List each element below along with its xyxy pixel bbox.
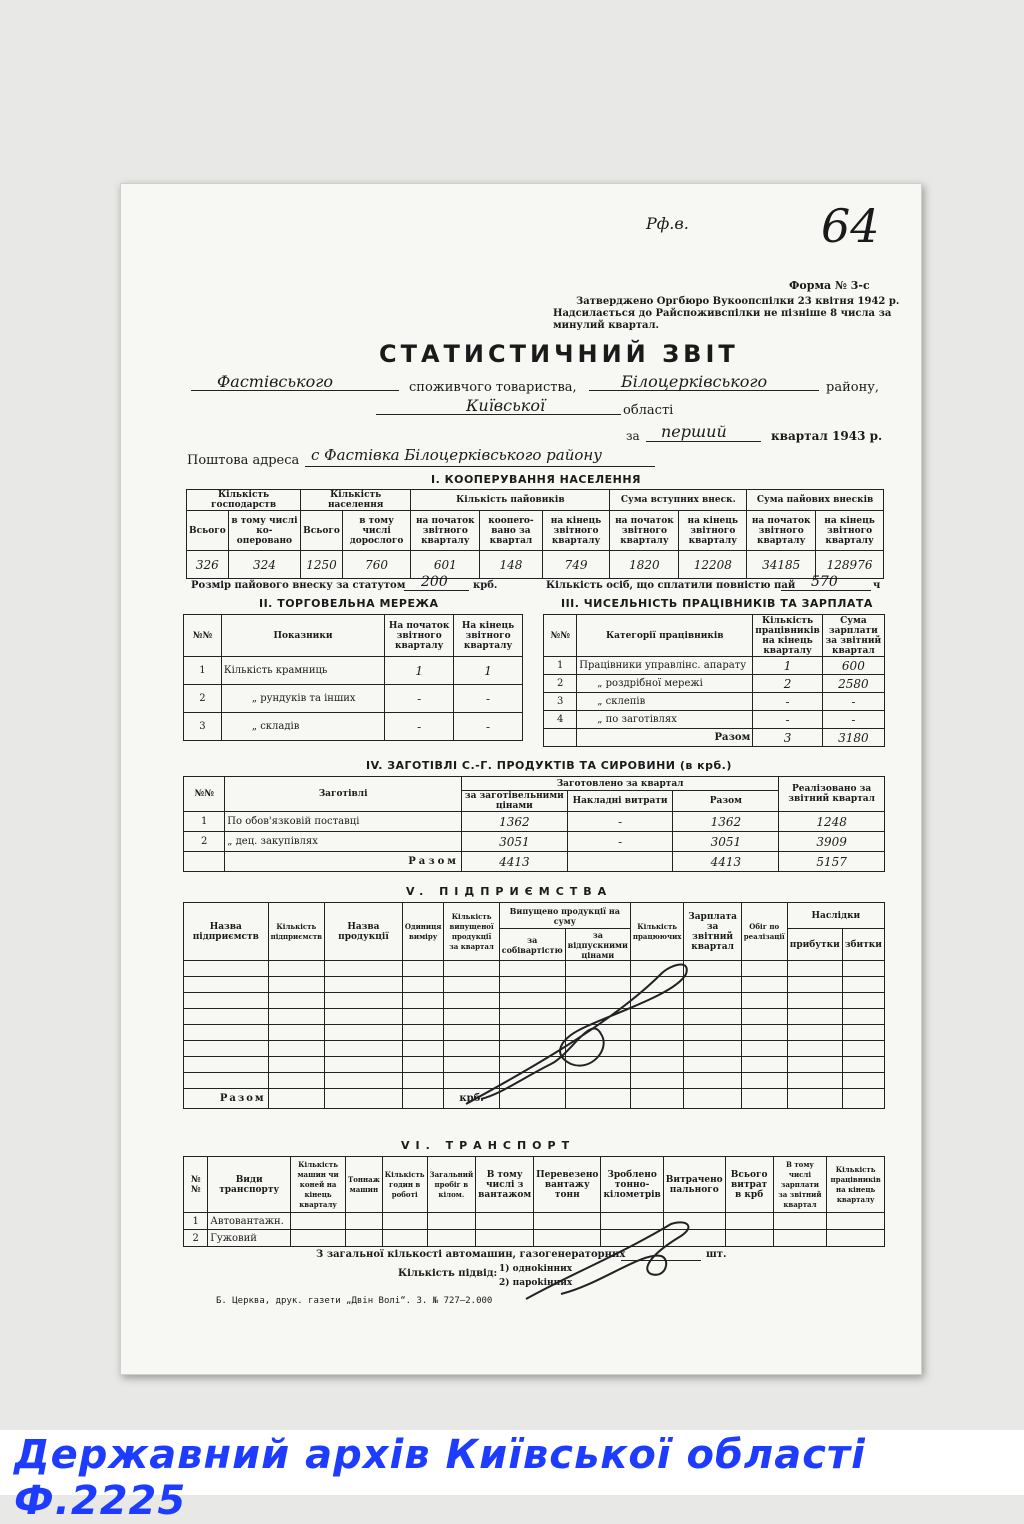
table-cell: 2 bbox=[544, 675, 577, 693]
col-header: на кінець звітного кварталу bbox=[679, 511, 747, 551]
document-sheet bbox=[120, 183, 922, 1375]
section-3-title: ІІІ. ЧИСЕЛЬНІСТЬ ПРАЦІВНИКІВ ТА ЗАРПЛАТА bbox=[561, 597, 873, 610]
table-cell: 760 bbox=[342, 551, 410, 579]
col-header: коопero-вано за квартал bbox=[480, 511, 542, 551]
address-label: Поштова адреса bbox=[187, 453, 300, 468]
approval-note: Затверджено Оргбюро Вукоопспілки 23 квітня 1942 р. bbox=[576, 296, 900, 307]
col-header: Види транспорту bbox=[208, 1157, 291, 1213]
col-header: Кількість підприємств bbox=[268, 903, 324, 961]
group-entry-fees: Сума вступних внеск. bbox=[610, 490, 747, 511]
col-header: На кінець звітного кварталу bbox=[454, 615, 523, 657]
table-cell: 1 bbox=[184, 657, 222, 685]
table-cell: 1820 bbox=[610, 551, 679, 579]
table-cell: - bbox=[567, 812, 673, 832]
society-label: споживчого товариства, bbox=[409, 380, 577, 395]
col-header: Кількість випущеної продукції за квартал bbox=[444, 903, 499, 961]
table-cell: 1 bbox=[753, 657, 822, 675]
col-header: на початок звітного кварталу bbox=[747, 511, 816, 551]
table-cell: „ складів bbox=[221, 713, 384, 741]
group-population: Кількість населення bbox=[301, 490, 411, 511]
table-cell: 3 bbox=[184, 713, 222, 741]
table-cell: Разом bbox=[577, 729, 753, 747]
col-header: прибутки bbox=[787, 929, 842, 961]
section-1-title: І. КООПЕРУВАННЯ НАСЕЛЕННЯ bbox=[431, 473, 642, 486]
col-header: Показники bbox=[221, 615, 384, 657]
table-cell: 3 bbox=[753, 729, 822, 747]
procurement-table bbox=[183, 776, 885, 872]
quarter-prefix: за bbox=[626, 429, 640, 443]
col-header: Назва продукції bbox=[325, 903, 403, 961]
table-cell: 3 bbox=[544, 693, 577, 711]
table-cell: 1248 bbox=[779, 812, 885, 832]
col-header: Кількість годин в роботі bbox=[382, 1157, 427, 1213]
table-cell: - bbox=[385, 685, 454, 713]
cross-out-signature bbox=[461, 954, 721, 1114]
form-number: Форма № 3-с bbox=[789, 279, 870, 292]
col-header: Заготовлено за квартал bbox=[461, 777, 778, 791]
table-cell: 326 bbox=[187, 551, 229, 579]
submission-note: Надсилається до Райспоживспілки не пізніше 8 числа за bbox=[553, 308, 892, 319]
share-unit: крб. bbox=[473, 580, 498, 591]
col-header: Одиниця виміру bbox=[402, 903, 444, 961]
page-number: 64 bbox=[821, 199, 880, 253]
quarter-value: перший bbox=[661, 422, 727, 441]
col-header: Назва підприємств bbox=[184, 903, 269, 961]
col-header: Кількість працівників на кінець кварталу bbox=[827, 1157, 885, 1213]
table-cell: 1362 bbox=[461, 812, 567, 832]
table-cell: 1 bbox=[385, 657, 454, 685]
share-label: Розмір пайового внеску за статутом bbox=[191, 580, 406, 591]
col-header: В тому числі зарплати за звітний квартал bbox=[773, 1157, 827, 1213]
table-cell: крб. bbox=[444, 1089, 499, 1109]
table-cell: 12208 bbox=[679, 551, 747, 579]
table-cell: „ по заготівлях bbox=[577, 711, 753, 729]
table-cell: 601 bbox=[411, 551, 480, 579]
table-cell: 1 bbox=[184, 812, 225, 832]
table-cell: 4413 bbox=[673, 852, 779, 872]
col-header: Всього bbox=[187, 511, 229, 551]
table-cell: - bbox=[567, 832, 673, 852]
col-header: за відпускними цінами bbox=[565, 929, 630, 961]
col-header: Всього витрат в крб bbox=[725, 1157, 773, 1213]
table-cell: - bbox=[753, 711, 822, 729]
col-header: Зроблено тонно-кілометрів bbox=[601, 1157, 663, 1213]
table-cell: 3180 bbox=[822, 729, 884, 747]
table-cell: Разом bbox=[184, 1089, 269, 1109]
col-header: Заготівлі bbox=[225, 777, 462, 812]
region-value: Київської bbox=[466, 396, 546, 415]
table-cell: 324 bbox=[228, 551, 300, 579]
col-header: на кінець звітного кварталу bbox=[816, 511, 884, 551]
table-cell: - bbox=[822, 711, 884, 729]
col-header: Витрачено пального bbox=[663, 1157, 725, 1213]
col-header: №№ bbox=[184, 615, 222, 657]
printer-note: Б. Церква, друк. газети „Двін Волі“. З. № 727—2.000 bbox=[216, 1296, 493, 1306]
table-cell: - bbox=[385, 713, 454, 741]
district-value: Білоцерківського bbox=[621, 372, 768, 391]
group-shareholders: Кількість пайовиків bbox=[411, 490, 610, 511]
col-header: в тому числі ко-оперовано bbox=[228, 511, 300, 551]
table-cell: 2 bbox=[184, 1230, 208, 1247]
col-header: Всього bbox=[301, 511, 343, 551]
col-header: №№ bbox=[544, 615, 577, 657]
table-cell: 3051 bbox=[461, 832, 567, 852]
region-label: області bbox=[623, 403, 674, 418]
table-cell: - bbox=[753, 693, 822, 711]
col-header: на початок звітного кварталу bbox=[610, 511, 679, 551]
col-header: Наслідки bbox=[787, 903, 884, 929]
col-header: за заготівельними цінами bbox=[461, 791, 567, 812]
col-header: Разом bbox=[673, 791, 779, 812]
col-header: за собівартістю bbox=[499, 929, 565, 961]
section-6-title: VI. ТРАНСПОРТ bbox=[401, 1139, 576, 1152]
col-header: Реалізовано за звітний квартал bbox=[779, 777, 885, 812]
archive-caption: Державний архів Київської області Ф.2225 bbox=[14, 1432, 866, 1524]
table-cell: - bbox=[822, 693, 884, 711]
cars-label: З загальної кількості автомашин, газогенераторних bbox=[316, 1249, 626, 1260]
table-cell: 2 bbox=[184, 685, 222, 713]
table-cell: 3909 bbox=[779, 832, 885, 852]
section-4-title: IV. ЗАГОТІВЛІ С.-Г. ПРОДУКТІВ ТА СИРОВИНИ (в крб.) bbox=[366, 759, 732, 772]
carts-label: Кількість підвід: bbox=[398, 1268, 498, 1279]
paid-unit: ч bbox=[873, 580, 881, 591]
cross-out-signature-2 bbox=[521, 1214, 721, 1304]
col-header: Випущено продукції на суму bbox=[499, 903, 630, 929]
table-cell: - bbox=[454, 685, 523, 713]
table-cell: 4 bbox=[544, 711, 577, 729]
table-cell: 34185 bbox=[747, 551, 816, 579]
col-header: Обіг по реалізації bbox=[741, 903, 787, 961]
table-cell: „ рундуків та інших bbox=[221, 685, 384, 713]
col-header: Кількість машин чи коней на кінець кварталу bbox=[291, 1157, 346, 1213]
table-cell: 3051 bbox=[673, 832, 779, 852]
table-cell: Разом bbox=[225, 852, 462, 872]
col-header: Тоннаж машин bbox=[346, 1157, 383, 1213]
col-header: Сума зарплати за звітний квартал bbox=[822, 615, 884, 657]
col-header: В тому числі з вантажом bbox=[476, 1157, 534, 1213]
carts-double: 2) пароkінних bbox=[499, 1278, 573, 1288]
table-cell: Гужовий bbox=[208, 1230, 291, 1247]
trade-network-table bbox=[183, 614, 523, 741]
table-cell: „ роздрібної мережі bbox=[577, 675, 753, 693]
table-cell: 600 bbox=[822, 657, 884, 675]
col-header: на кінець звітного кварталу bbox=[542, 511, 610, 551]
carts-single: 1) одноkінних bbox=[499, 1264, 573, 1274]
quarter-label: квартал 1943 р. bbox=[771, 429, 883, 443]
cars-unit: шт. bbox=[706, 1249, 727, 1260]
society-value: Фастівського bbox=[217, 372, 333, 391]
col-header: збитки bbox=[842, 929, 884, 961]
table-cell: 1 bbox=[544, 657, 577, 675]
col-header: Перевезено вантажу тонн bbox=[534, 1157, 601, 1213]
table-cell: 4413 bbox=[461, 852, 567, 872]
table-cell: 1 bbox=[184, 1213, 208, 1230]
table-cell: „ дец. закупівлях bbox=[225, 832, 462, 852]
col-header: на початок звітного кварталу bbox=[411, 511, 480, 551]
col-header: Загальний пробіг в кілом. bbox=[427, 1157, 476, 1213]
table-cell: 2 bbox=[753, 675, 822, 693]
table-cell: 148 bbox=[480, 551, 542, 579]
section-2-title: ІІ. ТОРГОВЕЛЬНА МЕРЕЖА bbox=[259, 597, 439, 610]
archive-mark: Рф.в. bbox=[646, 214, 689, 233]
col-header: №№ bbox=[184, 1157, 208, 1213]
section-5-title: V. ПІДПРИЄМСТВА bbox=[406, 885, 613, 898]
col-header: Категорії працівників bbox=[577, 615, 753, 657]
group-households: Кількість господарств bbox=[187, 490, 301, 511]
paid-value: 570 bbox=[811, 574, 838, 590]
col-header: №№ bbox=[184, 777, 225, 812]
submission-note-2: минулий квартал. bbox=[553, 320, 660, 331]
table-cell: 2 bbox=[184, 832, 225, 852]
page-title: СТАТИСТИЧНИЙ ЗВІТ bbox=[379, 340, 739, 368]
table-cell: „ склепів bbox=[577, 693, 753, 711]
col-header: Зарплата за звітний квартал bbox=[684, 903, 741, 961]
group-share-fees: Сума пайових внесків bbox=[747, 490, 884, 511]
table-cell: 749 bbox=[542, 551, 610, 579]
table-cell: 5157 bbox=[779, 852, 885, 872]
table-cell: 1250 bbox=[301, 551, 343, 579]
col-header: Кількість працівників на кінець кварталу bbox=[753, 615, 822, 657]
share-value: 200 bbox=[421, 574, 448, 590]
col-header: Кількість працюючих bbox=[630, 903, 684, 961]
staff-table bbox=[543, 614, 885, 747]
col-header: в тому числі дорослого bbox=[342, 511, 410, 551]
col-header: На початок звітного кварталу bbox=[385, 615, 454, 657]
paid-label: Кількість осіб, що сплатили повністю пай bbox=[546, 580, 796, 591]
address-value: с Фастівка Білоцерківського району bbox=[311, 446, 602, 464]
table-cell: По обов'язковій поставці bbox=[225, 812, 462, 832]
col-header: Накладні витрати bbox=[567, 791, 673, 812]
table-cell: 1 bbox=[454, 657, 523, 685]
table-cell: - bbox=[454, 713, 523, 741]
cooperation-table bbox=[186, 489, 884, 579]
table-cell: 1362 bbox=[673, 812, 779, 832]
table-cell: Працівники управлінс. апарату bbox=[577, 657, 753, 675]
table-cell: Кількість крамниць bbox=[221, 657, 384, 685]
table-cell: 2580 bbox=[822, 675, 884, 693]
district-label: району, bbox=[826, 380, 880, 395]
table-cell: 128976 bbox=[816, 551, 884, 579]
table-cell: Автовантажн. bbox=[208, 1213, 291, 1230]
